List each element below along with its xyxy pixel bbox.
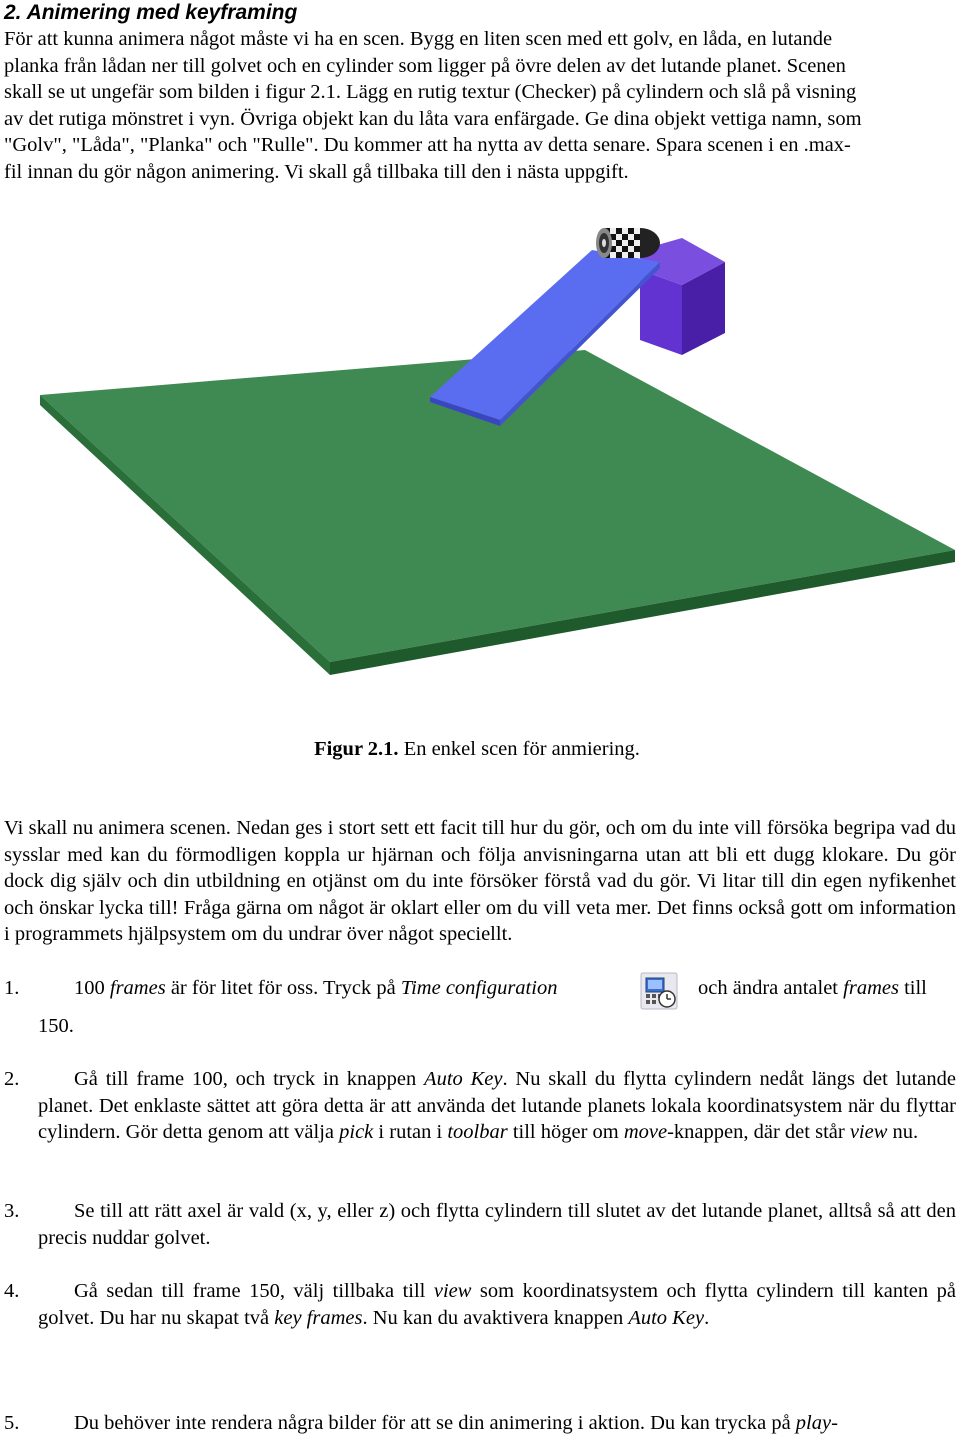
item-text — [38, 1066, 956, 1146]
item-text: Se till att rätt axel är vald (x, y, eller z) och flytta cylindern till slutet av det lutande planet, alltså så att den precis nuddar golvet. — [38, 1200, 956, 1249]
text-emphasis: toolbar — [447, 1121, 508, 1143]
list-item — [4, 1198, 956, 1251]
item-number: 5. — [4, 1412, 20, 1434]
text-emphasis: Time configuration — [400, 977, 558, 999]
checkered-cylinder — [596, 228, 660, 258]
text-span: till — [898, 977, 927, 999]
text-span: i rutan i — [373, 1121, 448, 1143]
text-span: . — [704, 1306, 710, 1329]
intro-line: skall se ut ungefär som bilden i figur 2.1. Lägg en rutig textur (Checker) på cylindern och slå på visning — [4, 81, 857, 103]
item-number: 4. — [4, 1280, 20, 1302]
text-span: som koordinatsystem och flytta cylindern till kanten på golvet. Du har nu skapat två — [38, 1280, 956, 1329]
text-span: Du behöver inte rendera några bilder för att se din animering i aktion. Du kan trycka på — [74, 1412, 796, 1434]
item-text — [38, 1410, 956, 1437]
text-span: Gå sedan till frame 150, välj tillbaka till — [74, 1280, 434, 1302]
figure-text: En enkel scen för anmiering. — [398, 738, 640, 760]
text-emphasis: view — [433, 1280, 472, 1302]
item-number: 1. — [4, 977, 20, 999]
intro-paragraph — [4, 26, 956, 185]
item-text — [698, 975, 927, 1002]
intro-line: planka från lådan ner till golvet och en cylinder som ligger på övre delen av det lutande planet. Scenen — [4, 54, 846, 77]
text-emphasis: Auto Key — [424, 1068, 503, 1090]
text-emphasis: key frames — [274, 1306, 363, 1329]
time-configuration-icon[interactable] — [640, 972, 678, 1010]
figure-label: Figur 2.1. — [314, 738, 399, 760]
intro-line: "Golv", "Låda", "Planka" och "Rulle". Du kommer att ha nytta av detta senare. Spara scenen i en .max- — [4, 134, 851, 156]
text-emphasis: view — [849, 1121, 888, 1143]
list-item — [4, 975, 956, 1035]
text-span: till höger om — [507, 1121, 624, 1143]
item-text — [74, 975, 557, 1002]
text-span: är för litet för oss. Tryck på — [165, 977, 401, 999]
figure-caption — [0, 735, 954, 763]
text-emphasis: move — [623, 1121, 668, 1143]
section-heading: 2. Animering med keyframing — [4, 1, 298, 24]
intro-line: För att kunna animera något måste vi ha en scen. Bygg en liten scen med ett golv, en låda, en lutande — [4, 28, 833, 50]
item-number: 3. — [4, 1200, 20, 1222]
text-span: -knappen, där det står — [667, 1121, 850, 1143]
list-item — [4, 1410, 956, 1437]
text-emphasis: Auto Key — [628, 1306, 705, 1329]
instructions-paragraph: Vi skall nu animera scenen. Nedan ges i stort sett ett facit till hur du gör, och om du inte vill försöka begripa vad du sysslar med kan du förmodligen koppla ur hjärnan och följa anvisningarna utan att bli ett dugg klokare. Du gör dock dig själv och din utbildning en otjänst om du inte försöker förstå vad du gör. Vi litar till din egen nyfikenhet och önskar lycka till! Fråga gärna om något är oklart eller om du vill veta mer. Det finns också gott om information i programmets hjälpsystem om du undrar över något speciellt. — [4, 817, 956, 945]
list-item — [4, 1066, 956, 1146]
text-emphasis: pick — [339, 1121, 374, 1143]
text-emphasis: frames — [843, 977, 899, 999]
text-span: . Nu kan du avaktivera knappen — [362, 1306, 629, 1329]
intro-line: fil innan du gör någon animering. Vi skall gå tillbaka till den i nästa uppgift. — [4, 160, 629, 183]
text-span: nu. — [887, 1121, 919, 1143]
text-span: 100 — [74, 977, 110, 999]
scene-illustration — [0, 200, 960, 700]
text-emphasis: frames — [109, 977, 166, 999]
text-span: Gå till frame 100, och tryck in knappen — [74, 1068, 425, 1090]
list-item — [4, 1278, 956, 1331]
intro-line: av det rutiga mönstret i vyn. Övriga objekt kan du låta vara enfärgade. Ge dina objekt vettiga namn, som — [4, 107, 862, 130]
text-span: . Nu skall du flytta cylindern nedåt längs det lutande planet. Det enklaste sättet att göra detta är att använda det lutande planets lokala koordinatsystem när du flyttar cylindern. Gör detta genom att välja — [38, 1068, 956, 1143]
text-emphasis: play- — [795, 1412, 838, 1434]
item-text: 150. — [38, 1015, 74, 1037]
text-span: och ändra antalet — [698, 977, 844, 999]
item-text — [38, 1278, 956, 1331]
item-number: 2. — [4, 1068, 20, 1090]
